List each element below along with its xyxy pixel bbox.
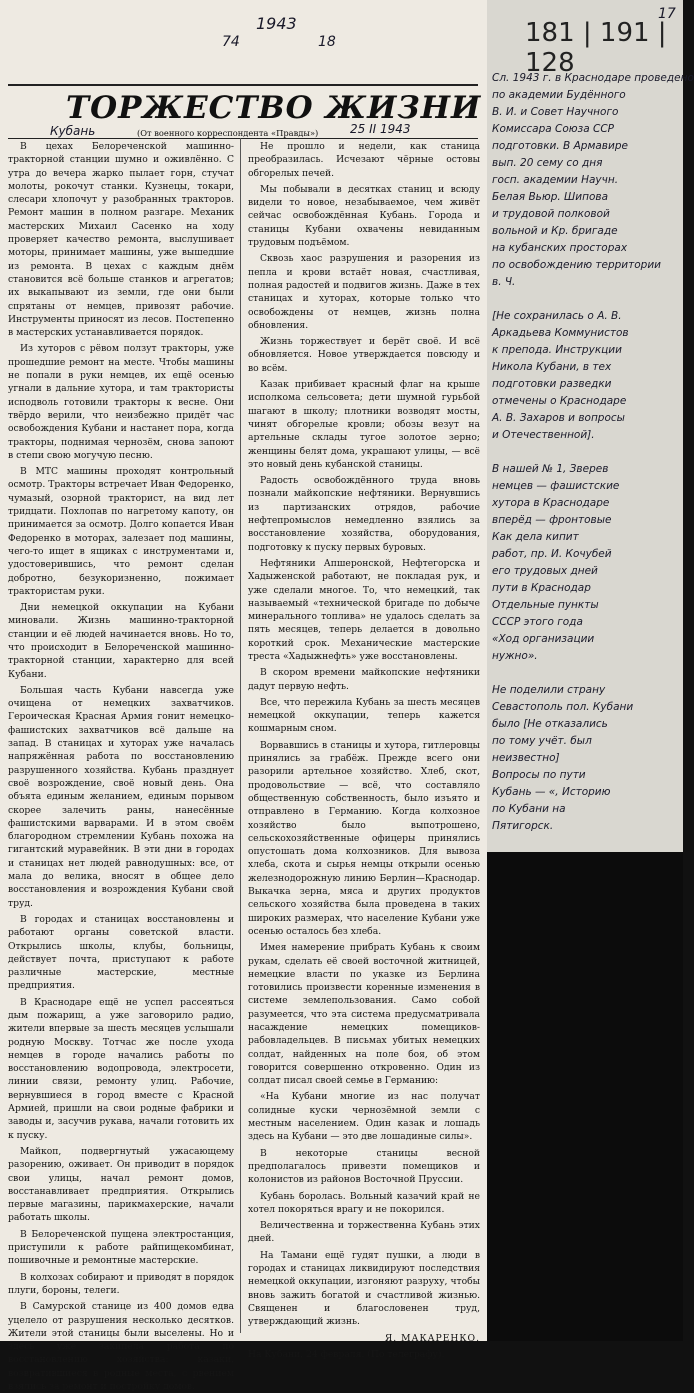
note-line: по освобождению территории	[492, 259, 661, 271]
paragraph: Имея намерение прибрать Кубань к своим рукам, сделать её своей восточной житницей, немецкие власти по указке из Берлина готовились произвести коренные изменения в системе землепользования. Само собой разумеется, что эта система предусматривала насаждение немецких помещиков-рабовладельцев. В письмах убитых немецких солдат, найденных на поле боя, об этом говорится совершенно откровенно. Один из солдат писал своей семье в Германию:	[248, 942, 480, 1087]
article-title: ТОРЖЕСТВО ЖИЗНИ	[66, 90, 482, 126]
handwritten-notes	[492, 70, 694, 835]
note-line: Комиссара Союза ССР	[492, 123, 614, 135]
paragraph: Нефтяники Апшеронской, Нефтегорска и Хадыженской работают, не покладая рук, и уже сделали многое. То, что немецкий, так называемый «технической бригаде по добыче минерального топлива» не удалось сделать за пять месяцев, теперь делается в довольно короткий срок. Механические мастерские треста «Хадыжнефть» уже восстановлены.	[248, 557, 480, 662]
paragraph: Все, что пережила Кубань за шесть месяцев немецкой оккупации, теперь кажется кошмарным сном.	[248, 696, 480, 735]
note-line: Как дела кипит	[492, 531, 579, 543]
paragraph: Радость освобождённого труда вновь познали майкопские нефтяники. Вернувшись из партизанских отрядов, рабочие нефтепромыслов немедленно взялись за восстановление хозяйства, оборудования, подготовку к пуску первых буровых.	[248, 475, 480, 553]
note-line: подготовки. В Армавире	[492, 140, 628, 152]
dark-background	[487, 852, 683, 1341]
paragraph: Сквозь хаос разрушения и разорения из пепла и крови встаёт новая, счастливая, полная радостей и подвигов жизнь. Даже в тех станицах и хуторах, которые только что освобождены от немцев, жизнь полна обновления.	[248, 253, 480, 331]
paragraph: В некоторые станицы весной предполагалось привезти помещиков и колонистов из районов Восточной Пруссии.	[248, 1147, 480, 1186]
paragraph: В колхозах собирают и приводят в порядок плуги, бороны, телеги.	[8, 1271, 234, 1296]
paragraph: Ворвавшись в станицы и хутора, гитлеровцы принялись за грабёж. Прежде всего они разорили артельное хозяйство. Хлеб, скот, продовольствие — всё, что составляло общественную собственность, было изъято и отправлено в Германию. Когда колхозное хозяйство было выпотрошено, сельскохозяйственные офицеры принялись опустошать дома колхозников. Для вывоза хлеба, скота и сырья немцы открыли осенью железнодорожную линию Берлин—Краснодар. Выкачка зерна, мяса и других продуктов сельского хозяйства была проведена в таких широких размерах, что население Кубани уже осенью осталось без хлеба.	[248, 739, 480, 937]
paragraph: В Краснодаре ещё не успел рассеяться дым пожарищ, а уже заговорило радио, жители впервые за шесть месяцев услышали родную Москву. Тотчас же после ухода немцев в городе начались работы по восстановлению водопровода, электросети, линии связи, ремонту улиц. Рабочие, вернувшиеся в город вместе с Красной Армией, пришли на свои родные фабрики и заводы и, засучив рукава, начали готовить их к пуску.	[8, 996, 234, 1141]
note-line: подготовки разведки	[492, 378, 612, 390]
note-line: к препода. Инструкции	[492, 344, 622, 356]
note-line: немцев — фашистские	[492, 480, 620, 492]
note-line: Не поделили страну	[492, 684, 606, 696]
note-line: было [Не отказались	[492, 718, 608, 730]
top-rule	[8, 84, 478, 86]
note-line: В. И. и Совет Научного	[492, 106, 619, 118]
paragraph: В Самурской станице из 400 домов едва уцелело от разрушения несколько десятков. Жители этой станицы были выселены. Но и здесь уже закипела работа по восстановлению хозяйства: казаки, возвратившиеся в родные места, с рвением взялись за ремонт и постройку домов.	[8, 1301, 234, 1393]
note-line: хутора в Краснодаре	[492, 497, 610, 509]
note-line: пути в Краснодар	[492, 582, 591, 594]
note-line: Никола Кубани, в тех	[492, 361, 612, 373]
note-line: СССР этого года	[492, 616, 583, 628]
note-line: вольной и Кр. бригаде	[492, 225, 618, 237]
paragraph: На Тамани ещё гудят пушки, а люди в городах и станицах ликвидируют последствия немецкой оккупации, изгоняют разруху, чтобы вновь зажить богатой и счастливой жизнью. Священен и благословенен труд, утверждающий жизнь.	[248, 1249, 480, 1328]
note-line: Отдельные пункты	[492, 599, 599, 611]
paragraph: В городах и станицах восстановлены и работают органы советской власти. Открылись школы, клубы, больницы, действует почта, приступают к работе различные мастерские, местные предприятия.	[8, 913, 234, 992]
note-line: нужно».	[492, 650, 538, 662]
note-line: отмечены о Краснодаре	[492, 395, 627, 407]
paragraph: «На Кубани многие из нас получат солидные куски чернозёмной земли с местным населением. Один казак и лошадь здесь на Кубани — это две лошадиные силы».	[248, 1091, 480, 1143]
note-line: вып. 20 сему со дня	[492, 157, 603, 169]
paragraph: Из хуторов с рёвом ползут тракторы, уже прошедшие ремонт на месте. Чтобы машины не попали в руки немцев, их ещё осенью угнали в дальние хутора, и там трактористы исподволь готовили тракторы к весне. Они твёрдо верили, что неизбежно придёт час освобождения Кубани и настанет пора, когда тракторы, поднимая чернозём, снова запоют в степи свою могучую песню.	[8, 343, 234, 461]
note-line: Пятигорск.	[492, 820, 554, 832]
date-handwritten: 25 II 1943	[350, 122, 411, 136]
note-line: по тому учёт. был	[492, 735, 592, 747]
paragraph: Майкоп, подвергнутый ужасающему разорению, оживает. Он приводит в порядок свои улицы, начал ремонт домов, восстанавливает предприятия. Открылись первые магазины, парикмахерские, начали работать школы.	[8, 1145, 234, 1224]
note-line: и трудовой полковой	[492, 208, 610, 220]
article-column-2	[248, 140, 480, 1360]
paragraph: В цехах Белореченской машинно-тракторной станции шумно и оживлённо. С утра до вечера жарко пылает горн, стучат молоты, рокочут станки. Кузнецы, токари, слесари хлопочут у разобранных тракторов. Ремонт машин в полном разгаре. Механик мастерских Михаил Сасенко на ходу проверяет качество ремонта, выслушивает моторы, принимает машины, уже вышедшие из ремонта. В цехах с каждым днём становится всё больше станков и агрегатов; их выкапывают из земли, где они были спрятаны от немцев, привозят рабочие. Инструменты приносят из лесов. Постепенно в мастерских устанавливается порядок.	[8, 141, 234, 339]
note-line: неизвестно]	[492, 752, 560, 764]
note-line	[492, 291, 680, 308]
byline-rule	[8, 138, 478, 139]
note-line: А. В. Захаров и вопросы	[492, 412, 625, 424]
note-line: Кубань — «, Историю	[492, 786, 611, 798]
paragraph: Большая часть Кубани навсегда уже очищена от немецких захватчиков. Героическая Красная Армия гонит немецко-фашистских захватчиков всё дальше на запад. В станицах и хуторах уже началась напряжённая работа по восстановлению разрушенного хозяйства. Кубань празднует своё возрождение, своё новый день. Она объята единым желанием, единым порывом скорее залечить раны, нанесённые фашистскими варварами. И в этом своём благородном стремлении Кубань похожа на гигантский муравейник. В эти дни в городах и станицах нет людей равнодушных: все, от мала до велика, вносят в общее дело восстановления и возрождения Кубани свой труд.	[8, 684, 234, 909]
note-line: «Ход организации	[492, 633, 595, 645]
note-line: вперёд — фронтовые	[492, 514, 612, 526]
note-line	[492, 444, 680, 461]
author-signature: Я. МАКАРЕНКО.	[384, 1332, 480, 1344]
note-line: госп. академии Научн.	[492, 174, 619, 186]
note-line: [Не сохранилась о А. В.	[492, 310, 622, 322]
paragraph: Дни немецкой оккупации на Кубани миновали. Жизнь машинно-тракторной станции и её людей начинается вновь. Но то, что происходит в Белореченской машинно-тракторной станции, характерно для всей Кубани.	[8, 602, 234, 680]
paragraph: Мы побывали в десятках станиц и всюду видели то новое, незабываемое, чем живёт сейчас освобождённая Кубань. Города и станицы Кубани охвачены невиданным трудовым подъёмом.	[248, 183, 480, 249]
note-line: Белая Вьюр. Шипова	[492, 191, 608, 203]
note-line: его трудовых дней	[492, 565, 598, 577]
note-line: В нашей № 1, Зверев	[492, 463, 609, 475]
note-line: Аркадьева Коммунистов	[492, 327, 629, 339]
article-byline: (От военного корреспондента «Правды»)	[137, 128, 319, 138]
article-dateline: На Кубани, 24 февраля. (По телеграфу).	[248, 1348, 445, 1360]
note-line: Сл. 1943 г. в Краснодаре проведено	[492, 72, 694, 84]
paragraph: В МТС машины проходят контрольный осмотр. Тракторы встречает Иван Федоренко, чумазый, озорной тракторист, на вид лет тридцати. Похлопав по нагретому капоту, он принимается за осмотр. Долго копается Иван Федоренко в моторах, залезает под машины, чего-то ищет в ящиках с инструментами и, удостоверившись, что ремонт сделан добротно, безукоризненно, пожимает трактористам руки.	[8, 466, 234, 597]
paragraph: Казак прибивает красный флаг на крыше исполкома сельсовета; дети шумной гурьбой шагают в школу; плотники возводят мосты, чинят обгорелые кровли; обозы везут на артельные склады тугое золотое зерно; женщины белят дома, украшают улицы, — всё это новый день кубанской станицы.	[248, 379, 480, 470]
column-divider	[240, 138, 241, 1333]
note-line: Севастополь пол. Кубани	[492, 701, 634, 713]
header-number: 18	[318, 34, 336, 50]
article-column-1	[8, 140, 234, 1393]
paragraph: Не прошло и недели, как станица преобразилась. Исчезают чёрные остовы обгорелых печей.	[248, 141, 480, 179]
note-line	[492, 665, 680, 682]
paragraph: Жизнь торжествует и берёт своё. И всё обновляется. Новое утверждается повсюду и во всём.	[248, 336, 480, 374]
note-line: в. Ч.	[492, 276, 516, 288]
note-line: Вопросы по пути	[492, 769, 586, 781]
note-line: работ, пр. И. Кочубей	[492, 548, 612, 560]
archive-mark: 181 | 191 | 128	[525, 18, 667, 78]
note-line: по Кубани на	[492, 803, 566, 815]
note-line: по академии Будённого	[492, 89, 626, 101]
paragraph: В скором времени майкопские нефтяники дадут первую нефть.	[248, 667, 480, 692]
header-year: 1943	[256, 14, 297, 33]
paragraph: В Белореченской пущена электростанция, приступили к работе райпищекомбинат, пошивочные и ремонтные мастерские.	[8, 1228, 234, 1267]
place-handwritten: Кубань	[50, 124, 96, 138]
paragraph: Кубань боролась. Вольный казачий край не хотел покоряться врагу и не покорился.	[248, 1190, 480, 1215]
note-line: и Отечественной].	[492, 429, 595, 441]
header-page: 74	[222, 34, 240, 50]
note-line: на кубанских просторах	[492, 242, 628, 254]
paragraph: Величественна и торжественна Кубань этих дней.	[248, 1220, 480, 1245]
archive-corner: 17	[658, 6, 676, 22]
